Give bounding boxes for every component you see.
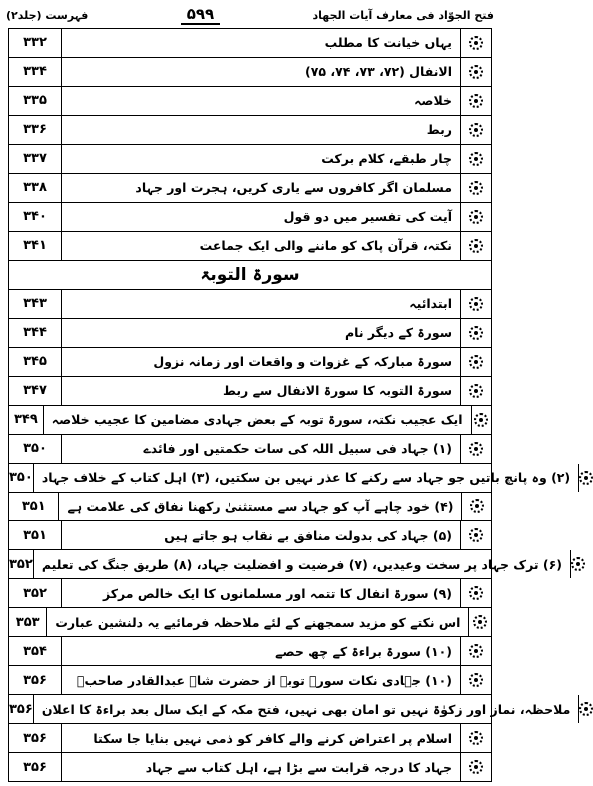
toc-page-number: ۳۵۲ — [9, 579, 62, 607]
bullet-cell — [461, 493, 491, 521]
rosette-icon — [474, 413, 488, 427]
toc-page-number: ۳۵۶ — [9, 724, 62, 752]
toc-page-number: ۳۵۲ — [9, 550, 34, 578]
toc-entry-title: اس نکتے کو مزید سمجھنے کے لئے ملاحظہ فرمائیے یہ دلنشین عبارت — [55, 614, 461, 630]
toc-page-number: ۳۳۲ — [9, 29, 62, 57]
rosette-icon — [469, 326, 483, 340]
toc-page-number: ۳۵۶ — [9, 695, 34, 723]
toc-row[interactable] — [9, 290, 491, 319]
rosette-icon — [469, 355, 483, 369]
toc-entry-title: (۱۰) سورۃ براءۃ کے چھ حصے — [275, 643, 452, 659]
toc-page-number: ۳۴۹ — [9, 406, 44, 434]
bullet-cell — [460, 666, 491, 694]
rosette-icon — [470, 499, 484, 513]
toc-row[interactable] — [9, 319, 491, 348]
toc-row[interactable] — [9, 116, 491, 145]
toc-row[interactable] — [9, 666, 491, 695]
toc-entry-title: چار طبقے، کلام برکت — [321, 151, 452, 167]
toc-entry-title: (۶) ترک جہاد پر سخت وعیدیں، (۷) فرضیت و افضلیت جہاد، (۸) طریق جنگ کی تعلیم — [41, 556, 562, 572]
toc-page-number: ۳۳۶ — [9, 116, 62, 144]
toc-row[interactable] — [9, 174, 491, 203]
toc-entry-title: ربط — [426, 122, 452, 138]
header-book-title: فتح الجوّاد فی معارف آیات الجهاد — [312, 8, 494, 22]
toc-entry-title: (۴) خود چاہے آپ کو جہاد سے مستثنیٰ رکھنا نفاق کی علامت ہے — [67, 498, 454, 514]
toc-row[interactable] — [9, 608, 491, 637]
rosette-icon — [469, 644, 483, 658]
rosette-icon — [469, 586, 483, 600]
rosette-icon — [579, 702, 593, 716]
toc-entry-title: مسلمان اگر کافروں سے یاری کریں، ہجرت اور جہاد — [135, 180, 452, 196]
bullet-cell — [460, 377, 491, 405]
toc-row[interactable] — [9, 377, 491, 406]
toc-row[interactable] — [9, 579, 491, 608]
toc-row[interactable] — [9, 435, 491, 464]
rosette-icon — [473, 615, 487, 629]
toc-row[interactable] — [9, 348, 491, 377]
rosette-icon — [469, 297, 483, 311]
toc-page-number: ۳۵۱ — [9, 493, 59, 521]
bullet-cell — [460, 87, 491, 115]
rosette-icon — [469, 384, 483, 398]
toc-entry-title: الانفال (۷۲، ۷۳، ۷۴، ۷۵) — [305, 64, 452, 80]
page-number: ۵۹۹ — [181, 5, 220, 25]
toc-page-number: ۳۴۱ — [9, 232, 62, 260]
toc-page-number: ۳۵۰ — [9, 435, 62, 463]
toc-row[interactable] — [9, 58, 491, 87]
toc-row[interactable] — [9, 232, 491, 261]
toc-entry-title: اسلام پر اعتراض کرنے والے کافر کو ذمی نہیں بنایا جا سکتا — [93, 730, 452, 746]
bullet-cell — [460, 521, 491, 549]
rosette-icon — [469, 65, 483, 79]
toc-page-number: ۳۵۶ — [9, 753, 62, 781]
toc-page-number: ۳۵۳ — [9, 608, 47, 636]
toc-entry-title: سورۃ التوبہ کا سورۃ الانفال سے ربط — [222, 383, 452, 399]
rosette-icon — [469, 152, 483, 166]
rosette-icon — [469, 94, 483, 108]
toc-entry-title: سورۃ مبارکہ کے غزوات و واقعات اور زمانہ نزول — [153, 354, 452, 370]
bullet-cell — [460, 58, 491, 86]
toc-page-number: ۳۴۴ — [9, 319, 62, 347]
toc-entry-title: یہاں خیانت کا مطلب — [324, 35, 452, 51]
toc-entry-title: خلاصہ — [414, 93, 452, 109]
toc-page-number: ۳۴۳ — [9, 290, 62, 318]
rosette-icon — [469, 123, 483, 137]
bullet-cell — [460, 203, 491, 231]
bullet-cell — [460, 435, 491, 463]
toc-page-number: ۳۴۵ — [9, 348, 62, 376]
toc-row[interactable] — [9, 550, 562, 579]
bullet-cell — [460, 724, 491, 752]
toc-row[interactable] — [9, 521, 491, 550]
rosette-icon — [469, 36, 483, 50]
toc-row[interactable] — [9, 753, 491, 781]
toc-row[interactable] — [9, 695, 571, 724]
toc-entry-title: سورۃ کے دیگر نام — [344, 325, 452, 341]
bullet-cell — [460, 116, 491, 144]
toc-entry-title: آیت کی تفسیر میں دو قول — [283, 209, 452, 225]
toc-entry-title: ملاحظہ، نماز اور زکوٰۃ نہیں تو امان بھی نہیں، فتح مکہ کے ایک سال بعد براءۃ کا اعلان — [41, 701, 571, 717]
toc-page-number: ۳۴۰ — [9, 203, 62, 231]
bullet-cell — [460, 290, 491, 318]
table-of-contents — [8, 28, 571, 782]
toc-entry-title: ایک عجیب نکتہ، سورۃ توبہ کے بعض جہادی مضامین کا عجیب خلاصہ — [51, 412, 463, 428]
bullet-cell — [460, 145, 491, 173]
bullet-cell — [460, 753, 491, 781]
toc-entry-title: (۱) جہاد فی سبیل اللہ کی سات حکمتیں اور فائدے — [143, 441, 452, 457]
toc-page-number: ۳۴۷ — [9, 377, 62, 405]
bullet-cell — [468, 608, 491, 636]
toc-page-number: ۳۳۴ — [9, 58, 62, 86]
rosette-icon — [469, 760, 483, 774]
bullet-cell — [570, 550, 585, 578]
bullet-cell — [578, 695, 593, 723]
toc-row[interactable] — [9, 493, 491, 522]
header-section-label: فہرست (جلد۲) — [6, 8, 89, 22]
toc-entry-title: (۹) سورۃ انفال کا تتمہ اور مسلمانوں کا ایک خالص مرکز — [102, 585, 452, 601]
toc-page-number: ۳۳۷ — [9, 145, 62, 173]
bullet-cell — [471, 406, 491, 434]
toc-row[interactable] — [9, 724, 491, 753]
toc-page-number: ۳۳۵ — [9, 87, 62, 115]
toc-row[interactable] — [9, 29, 491, 58]
rosette-icon — [571, 557, 585, 571]
bullet-cell — [460, 29, 491, 57]
toc-entry-title: (۵) جہاد کی بدولت منافق بے نقاب ہو جاتے ہیں — [164, 527, 452, 543]
page-header — [6, 4, 494, 26]
bullet-cell — [460, 174, 491, 202]
rosette-icon — [469, 210, 483, 224]
bullet-cell — [460, 232, 491, 260]
rosette-icon — [469, 528, 483, 542]
toc-row[interactable] — [9, 637, 491, 666]
toc-page-number: ۳۵۱ — [9, 521, 62, 549]
toc-entry-title: جہاد کا درجہ قرابت سے بڑا ہے، اہل کتاب سے جہاد — [145, 759, 452, 775]
toc-entry-title: نکتہ، قرآن پاک کو ماننے والی ایک جماعت — [199, 238, 452, 254]
rosette-icon — [469, 239, 483, 253]
toc-row[interactable] — [9, 87, 491, 116]
bullet-cell — [578, 464, 593, 492]
toc-page-number: ۳۵۰ — [9, 464, 34, 492]
rosette-icon — [579, 471, 593, 485]
rosette-icon — [469, 731, 483, 745]
toc-page-number: ۳۵۴ — [9, 637, 62, 665]
toc-row[interactable] — [9, 464, 571, 493]
rosette-icon — [469, 181, 483, 195]
toc-page-number: ۳۵۶ — [9, 666, 62, 694]
toc-row[interactable] — [9, 406, 491, 435]
bullet-cell — [460, 579, 491, 607]
toc-entry-title: ابتدائیہ — [409, 296, 452, 312]
rosette-icon — [469, 673, 483, 687]
toc-row[interactable] — [9, 145, 491, 174]
bullet-cell — [460, 637, 491, 665]
toc-row[interactable] — [9, 203, 491, 232]
surah-section-heading: سورۃ التوبۃ — [9, 261, 491, 290]
toc-entry-title: (۲) وہ پانچ باتیں جو جہاد سے رکنے کا عذر نہیں بن سکتیں، (۳) اہل کتاب کے خلاف جہاد — [41, 470, 571, 486]
bullet-cell — [460, 348, 491, 376]
rosette-icon — [469, 442, 483, 456]
toc-entry-title: (۱۰) جہادی نکات سورۃ توبہ از حضرت شاہ عبدالقادر صاحبؒ — [77, 672, 452, 688]
toc-page-number: ۳۳۸ — [9, 174, 62, 202]
bullet-cell — [460, 319, 491, 347]
